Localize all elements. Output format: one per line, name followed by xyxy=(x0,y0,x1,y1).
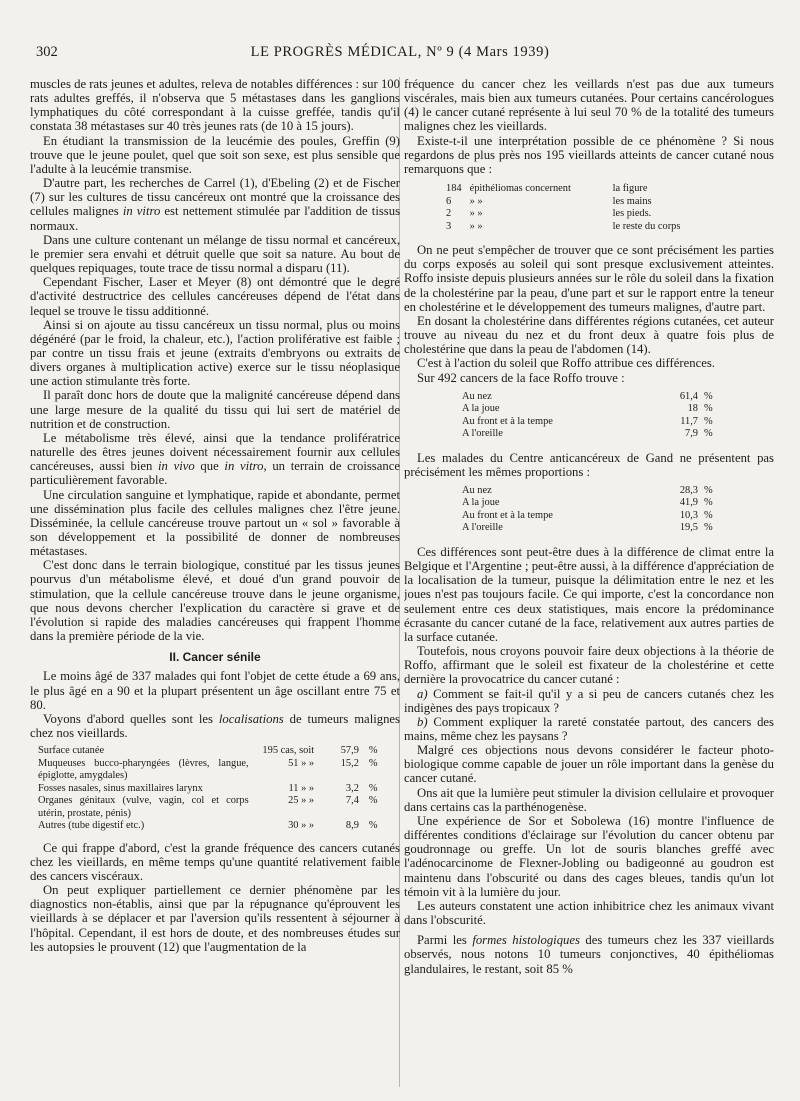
table-row xyxy=(38,820,400,833)
paragraph: On ne peut s'empêcher de trouver que ce sont précisément les parties du corps exposés au soleil qui sont presque exclusivement atteintes. Roffo insiste depuis plusieurs années sur le rôle du soleil dans la fixation de la cholestérine par la peau, d'une part et sur le rapport entre la teneur en cholestérine et le développement des tumeurs malignes, d'autre part. xyxy=(404,243,774,314)
table-cell: Autres (tube digestif etc.) xyxy=(38,820,145,832)
italic-text: localisations xyxy=(218,711,284,726)
table-cell: 7,4 xyxy=(345,795,359,807)
text-run: Voyons d'abord quelles sont les xyxy=(43,711,213,726)
table-cell: Au front et à la tempe xyxy=(462,415,553,427)
paragraph: Cependant Fischer, Laser et Meyer (8) ont démontré que le degré d'activité destructrice des cellules cancéreuses dépend de l'état dans lequel se trouve le tissu additionné. xyxy=(30,275,400,318)
paragraph: Toutefois, nous croyons pouvoir faire deux objections à la théorie de Roffo, affirmant que le soleil est fixateur de la cholestérine et cette dernière la provocatrice du cancer cutané : xyxy=(404,644,774,687)
paragraph: C'est à l'action du soleil que Roffo attribue ces différences. xyxy=(417,356,715,371)
table-cell: Organes génitaux (vulve, vagin, col et corps utérin, prostate, pénis) xyxy=(38,795,249,819)
running-title: LE PROGRÈS MÉDICAL, Nº 9 (4 Mars 1939) xyxy=(250,44,550,60)
table-cell: % xyxy=(704,497,713,509)
table-cell: 2 xyxy=(446,208,452,220)
table-cell: % xyxy=(704,415,713,427)
table-cell: Au nez xyxy=(462,484,492,496)
unit-text: » » xyxy=(301,820,315,832)
italic-text: in vitro xyxy=(122,204,161,219)
table-cell: % xyxy=(704,390,713,402)
table-row xyxy=(462,510,719,523)
table-cell: A l'oreille xyxy=(462,428,503,440)
table-row xyxy=(462,403,719,416)
table-row xyxy=(38,758,400,783)
table-row xyxy=(462,522,719,535)
table-cell xyxy=(255,783,320,796)
paragraph: Dans une culture contenant un mélange de tissu normal et cancéreux, le premier sera envahi et détruit quelle que soit sa nature. Au bout de quelques repiquages, toute trace de tissu normal a disparu (11). xyxy=(30,232,400,276)
table-cell: Muqueuses bucco-pharyngées (lèvres, langue, épiglotte, amygdales) xyxy=(38,757,249,782)
table-cell xyxy=(255,758,320,783)
table-row xyxy=(38,795,400,820)
table-cell: le reste du corps xyxy=(612,220,681,232)
table-cell: 61,4 xyxy=(679,390,698,402)
paragraph: Existe-t-il une interprétation possible de ce phénomène ? Si nous regardons de plus près nos 195 vieillards atteints de cancer cutané nous remarquons que : xyxy=(404,133,774,176)
unit-text: » » xyxy=(301,757,315,769)
table-row xyxy=(462,416,719,429)
text-run: Comment se fait-il qu'il y a si peu de cancers cutanés chez les indigènes des pays tropicaux ? xyxy=(404,686,774,715)
count-value: 51 xyxy=(288,757,299,769)
paragraph xyxy=(30,712,400,740)
table-row xyxy=(38,783,400,796)
table-cell: % xyxy=(704,509,713,521)
paragraph: Les malades du Centre anticancéreux de Gand ne présentent pas précisément les mêmes proportions : xyxy=(404,450,774,479)
gand-face-table xyxy=(462,485,719,535)
table-cell: % xyxy=(704,403,713,415)
paragraph: Une circulation sanguine et lymphatique, rapide et abondante, permet une dissémination plus facile des cellules malignes chez l'être jeune. Disséminée, la cellule cancéreuse trouve partout un « sol » favorable à son développement et la possibilité de donner de nombreuses métastases. xyxy=(30,487,400,559)
unit-text: » » xyxy=(301,782,315,794)
paragraph: Ainsi si on ajoute au tissu cancéreux un tissu normal, plus ou moins dégénéré (par le froid, la chaleur, etc.), l'action proliférative est faible ; par contre un tissu frais et jeune (extraits d'embryons ou extraits de divers organes à multiplication active) exerce sur le tissu néoplasique une action stimulante très forte. xyxy=(30,317,400,389)
table-cell xyxy=(255,795,320,820)
paragraph xyxy=(30,431,400,488)
paragraph xyxy=(404,687,774,715)
paragraph xyxy=(404,933,774,975)
section-heading: II. Cancer sénile xyxy=(169,650,261,665)
text-run: des tumeurs chez les 337 vieillards observés, nous notons 10 tumeurs conjonctives, 40 épithéliomas glandulaires, le restant, soit 85 % xyxy=(404,933,774,976)
table-cell: » » xyxy=(469,220,483,232)
text-run: que xyxy=(200,459,219,474)
table-cell xyxy=(255,745,320,758)
table-cell: Au nez xyxy=(462,390,492,402)
table-cell: 10,3 xyxy=(679,509,698,521)
table-cell: les pieds. xyxy=(612,208,652,220)
table-row xyxy=(446,208,688,221)
text-run: Parmi les xyxy=(417,933,467,948)
table-cell: Fosses nasales, sinus maxillaires larynx xyxy=(38,782,203,794)
left-column xyxy=(30,77,400,1089)
table-cell: 41,9 xyxy=(679,497,698,509)
text-run: Comment expliquer la rareté constatée partout, des cancers des mains, même chez les paysans ? xyxy=(404,714,774,743)
table-row xyxy=(446,196,688,209)
count-value: 30 xyxy=(288,820,299,832)
table-cell: 15,2 xyxy=(340,757,359,769)
paragraph: En étudiant la transmission de la leucémie des poules, Greffin (9) trouve que le jeune poulet, quel que soit son sexe, est plus sensible que l'adulte à la leucémie transmise. xyxy=(30,133,400,176)
table-cell: 11,7 xyxy=(680,415,698,427)
table-cell: % xyxy=(704,484,713,496)
table-cell: % xyxy=(368,795,378,807)
table-cell: les mains xyxy=(612,195,652,207)
paragraph: Sur 492 cancers de la face Roffo trouve : xyxy=(417,370,625,385)
table-cell: 6 xyxy=(446,195,452,207)
table-row xyxy=(38,745,400,758)
paragraph: muscles de rats jeunes et adultes, releva de notables différences : sur 100 rats adultes greffés, il n'observa que 5 métastases dans les ganglions lymphatiques du côté correspondant à la cuisse greffée, tandis qu'il constata 38 métastases sur 40 très jeunes rats (de 10 à 15 jours). xyxy=(30,77,400,134)
right-column xyxy=(404,77,774,1089)
table-cell xyxy=(255,820,320,833)
table-cell: % xyxy=(368,820,378,832)
paragraph: Le moins âgé de 337 malades qui font l'objet de cette étude a 69 ans, le plus âgé en a 90 et la plupart présentent un âge oscillant entre 75 et 80. xyxy=(30,669,400,712)
table-row xyxy=(462,485,719,498)
table-cell: A la joue xyxy=(462,403,500,415)
table-cell: % xyxy=(704,428,713,440)
table-row xyxy=(446,183,688,196)
table-cell: » » xyxy=(469,195,483,207)
roffo-face-table xyxy=(462,391,719,441)
table-cell: » » xyxy=(469,208,483,220)
distribution-table xyxy=(446,183,688,233)
table-cell: 57,9 xyxy=(340,745,359,757)
table-cell: la figure xyxy=(612,183,648,195)
item-marker: b) xyxy=(417,714,428,729)
table-row xyxy=(462,391,719,404)
table-cell: 7,9 xyxy=(685,428,698,440)
paragraph: fréquence du cancer chez les veillards n'est pas due aux tumeurs viscérales, mais bien aux tumeurs cutanées. Pour certains cancérologues (4) le cancer cutané représente à lui seul 70 % de la totalité des tumeurs malignes chez les vieillards. xyxy=(404,77,774,134)
table-cell: 18 xyxy=(687,403,698,415)
table-cell: 184 xyxy=(446,183,462,195)
table-cell: 8,9 xyxy=(345,820,359,832)
table-cell: A la joue xyxy=(462,497,500,509)
table-cell: 19,5 xyxy=(679,522,698,534)
table-row xyxy=(462,428,719,441)
italic-text: in vivo xyxy=(158,459,195,474)
item-marker: a) xyxy=(417,686,428,701)
text-run: Le métabolisme très élevé, ainsi que la tendance prolifératrice naturelle des êtres jeunes doivent nécessairement fournir aux cellules cancéreuses, aussi bien xyxy=(30,430,400,474)
paragraph: Ons ait que la lumière peut stimuler la division cellulaire et provoquer dans certains cas la parthénogenèse. xyxy=(404,785,774,814)
paragraph: C'est donc dans le terrain biologique, constitué par les tissus jeunes pourvus d'un métabolisme élevé, et doué d'un grand pouvoir de stimulation, que la cellule cancéreuse trouve dans le jeune organisme, que nous devons chercher l'explication du caractère si grave et de l'évolution si rapide des maladies cancéreuses qui frappent l'homme dans la première période de la vie. xyxy=(30,558,400,644)
table-cell: A l'oreille xyxy=(462,522,503,534)
table-cell: Au front et à la tempe xyxy=(462,509,553,521)
table-cell: % xyxy=(704,522,713,534)
paragraph: En dosant la cholestérine dans différentes régions cutanées, cet auteur trouve au niveau du nez et du front deux à quatre fois plus de cholestérine que dans la peau de l'abdomen (14). xyxy=(404,313,774,357)
italic-text: formes histologiques xyxy=(472,933,580,948)
localisation-table xyxy=(38,745,400,833)
paragraph: Ces différences sont peut-être dues à la différence de climat entre la Belgique et l'Argentine ; peut-être aussi, à la différence d'appréciation de la localisation de la tumeur, puisque la délimitation entre le nez et les joues n'est pas toujours facile. Ce qui importe, c'est la concordance non seulement entre ces deux statistiques, mais encore la prédominance écrasante du cancer cutané de la face, relativement aux autres parties de la surface cutanée. xyxy=(404,544,774,644)
table-cell: % xyxy=(368,782,378,794)
text-run: D'autre part, les recherches de Carrel (1), d'Ebeling (2) et de Fischer (7) sur les cultures de tissu cancéreux ont montré que la croissance des cellules malignes xyxy=(30,176,400,219)
table-cell: épithéliomas concernent xyxy=(469,183,571,195)
table-cell: 3 xyxy=(446,220,452,232)
table-cell: 28,3 xyxy=(679,484,698,496)
count-value: 11 xyxy=(288,782,299,794)
table-cell: 3,2 xyxy=(345,782,359,794)
table-row xyxy=(462,497,719,510)
page-number: 302 xyxy=(36,44,58,60)
paragraph xyxy=(30,176,400,233)
paragraph: On peut expliquer partiellement ce dernier phénomène par les diagnostics non-établis, ainsi que par la répugnance qu'éprouvent les vieillards à se déplacer et par l'aversion qu'ils ressentent à séjourner à l'hôpital. Cependant, il est hors de doute, et des nombreuses études sur les autopsies le prouvent (12) que l'augmentation de la xyxy=(30,883,400,954)
table-cell: % xyxy=(368,745,378,757)
paragraph: Malgré ces objections nous devons considérer le facteur photo-biologique comme capable de jouer un rôle important dans la genèse du cancer cutané. xyxy=(404,743,774,786)
text-run: est nettement stimulée par l'addition de tissus normaux. xyxy=(30,204,400,233)
count-value: 195 xyxy=(262,745,279,757)
paragraph: Il paraît donc hors de doute que la malignité cancéreuse dépend dans une large mesure de la qualité du tissu qui lui sert de matériel de nutrition et de construction. xyxy=(30,388,400,431)
paragraph xyxy=(404,715,774,743)
page-header xyxy=(30,40,770,62)
text-run: , un terrain de croissance particulièrement favorable. xyxy=(30,459,400,488)
count-value: 25 xyxy=(288,795,299,807)
paragraph: Une expérience de Sor et Sobolewa (16) montre l'influence de différentes conditions d'éclairage sur l'évolution du cancer obtenu par goudronnage ou greffe. Un lot de souris blanches greffé avec l'adénocarcinome de Flexner-Jobling ou badigeonné au goudron est maintenu dans l'obscurité ou dans des cages bleues, tandis qu'un lot témoin vit à la lumière du jour. xyxy=(404,813,774,899)
table-row xyxy=(446,221,688,234)
paragraph: Les auteurs constatent une action inhibitrice chez les animaux vivant dans l'obscurité. xyxy=(404,898,774,928)
table-cell: Surface cutanée xyxy=(38,745,105,757)
unit-text: cas, soit xyxy=(280,745,315,757)
paragraph: Ce qui frappe d'abord, c'est la grande fréquence des cancers cutanés chez les vieillards, en même temps qu'une quantité relativement faible des cancers viscéraux. xyxy=(30,840,400,883)
unit-text: » » xyxy=(301,795,315,807)
italic-text: in vitro xyxy=(224,459,264,474)
table-cell: % xyxy=(368,757,378,769)
text-run: de tumeurs malignes chez nos vieillards. xyxy=(30,711,400,741)
